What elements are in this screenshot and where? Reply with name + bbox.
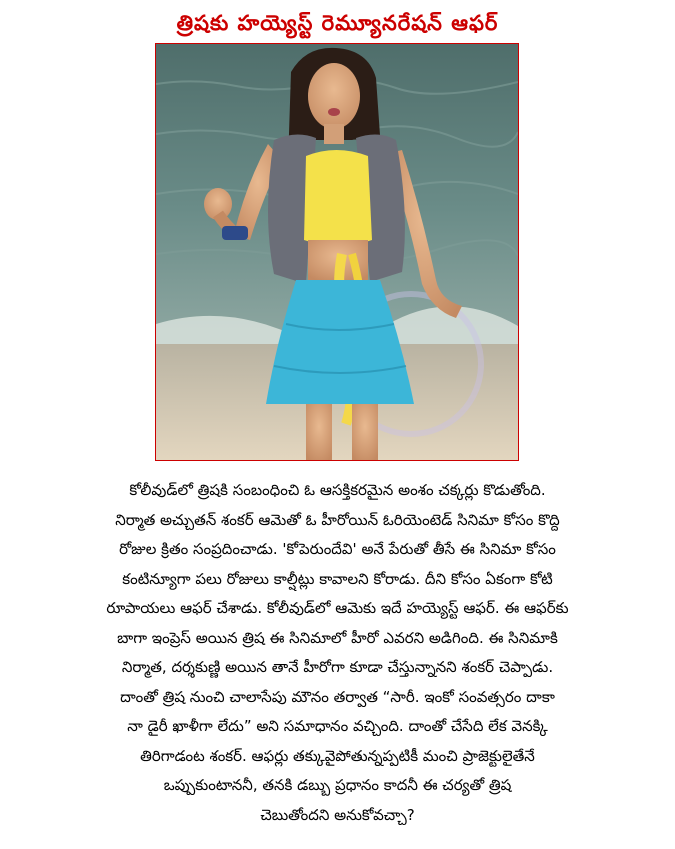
article-line: తిరిగాడంట శంకర్. ఆఫర్లు తక్కువైపోతున్నప్పటికీ మంచి ప్రాజెక్టులైతేనే bbox=[140, 746, 535, 765]
article-headline: త్రిషకు హయ్యెస్ట్ రెమ్యూనరేషన్ ఆఫర్ bbox=[176, 11, 499, 35]
article-line: కోలీవుడ్‌లో త్రిషకి సంబంధించి ఓ ఆసక్తికరమైన అంశం చక్కర్లు కొడుతోంది. bbox=[129, 481, 546, 499]
article-line: రూపాయలు ఆఫర్ చేశాడు. కోలీవుడ్‌లో ఆమెకు ఇదే హయ్యెస్ట్ ఆఫర్. ఈ ఆఫర్‌కు bbox=[106, 599, 569, 617]
article-line: దాంతో త్రిష నుంచి చాలాసేపు మౌనం తర్వాత “సారీ. ఇంకో సంవత్సరం దాకా bbox=[120, 687, 555, 706]
article-line: బాగా ఇంప్రెస్ అయిన త్రిష ఈ సినిమాలో హీరో ఎవరని అడిగింది. ఈ సినిమాకి bbox=[117, 628, 558, 647]
woman-on-beach-photo bbox=[156, 44, 518, 460]
article-line: రోజుల క్రితం సంప్రదించాడు. 'కోపెరుందేవి' అనే పేరుతో తీసే ఈ సినిమా కోసం bbox=[119, 540, 556, 558]
article-line: నిర్మాత, దర్శకుణ్ణి అయిన తానే హీరోగా కూడా చేస్తున్నానని శంకర్ చెప్పాడు. bbox=[121, 658, 554, 676]
article-line: నిర్మాత అచ్చుతన్ శంకర్ ఆమెతో ఓ హీరోయిన్ ఓరియెంటెడ్ సినిమా కోసం కొద్ది bbox=[115, 510, 560, 529]
article-line: కంటిన్యూగా పలు రోజులు కాల్షీట్లు కావాలని కోరాడు. దీని కోసం ఏకంగా కోటి bbox=[122, 569, 553, 588]
article-line: చెబుతోందని అనుకోవచ్చా? bbox=[260, 805, 415, 824]
article-line: ఒప్పుకుంటాననీ, తనకి డబ్బు ప్రధానం కాదనీ ఈ చర్యతో త్రిష bbox=[163, 776, 512, 794]
article-photo bbox=[155, 43, 519, 461]
article-line: నా డైరీ ఖాళీగా లేదు” అని సమాధానం వచ్చింది. దాంతో చేసేది లేక వెనక్కి bbox=[127, 717, 548, 735]
article-body bbox=[30, 476, 645, 830]
